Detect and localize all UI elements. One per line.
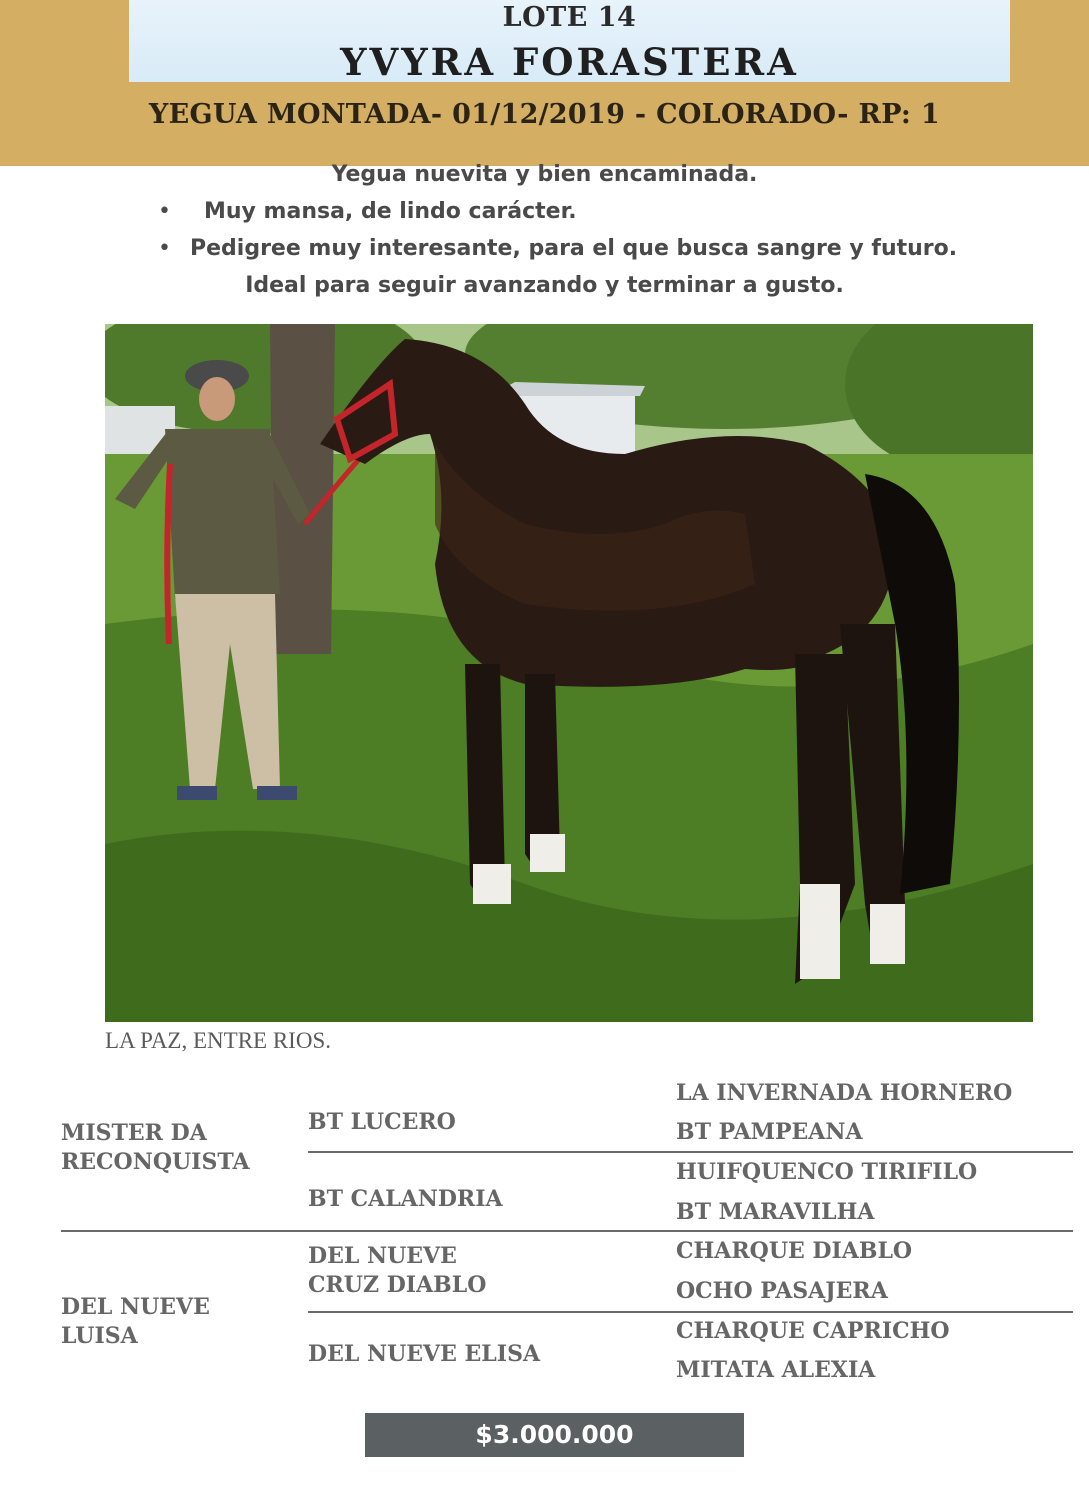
bullet-dot: •: [158, 236, 171, 261]
price-badge: $3.000.000: [365, 1413, 744, 1457]
horse-name: YVYRA FORASTERA: [340, 40, 799, 84]
pedigree-sire-dam: BT CALANDRIA: [308, 1186, 503, 1212]
pedigree-dam-sire: DEL NUEVE CRUZ DIABLO: [308, 1243, 487, 1298]
pedigree-sire-dam-dam: BT MARAVILHA: [676, 1199, 875, 1225]
horse-photo: [105, 324, 1033, 1022]
pedigree-dam-sire-sire: CHARQUE DIABLO: [676, 1238, 913, 1264]
pedigree-divider: [61, 1230, 1073, 1232]
pedigree-sire-sire-dam: BT PAMPEANA: [676, 1119, 863, 1145]
pedigree-sire-dam-sire: HUIFQUENCO TIRIFILO: [676, 1159, 978, 1185]
title-box: [129, 0, 1010, 82]
bullet-dot: •: [158, 199, 171, 224]
pedigree-divider: [308, 1311, 1073, 1313]
pedigree-dam-sire-dam: OCHO PASAJERA: [676, 1278, 888, 1304]
description-line: Yegua nuevita y bien encaminada.: [331, 162, 758, 187]
pedigree-dam-dam-dam: MITATA ALEXIA: [676, 1357, 876, 1383]
pedigree-dam: DEL NUEVE LUISA: [61, 1294, 210, 1349]
pedigree-dam-dam-sire: CHARQUE CAPRICHO: [676, 1318, 950, 1344]
pedigree-sire-sire-sire: LA INVERNADA HORNERO: [676, 1080, 1013, 1106]
pedigree-sire: MISTER DA RECONQUISTA: [61, 1120, 250, 1175]
description-bullet: Muy mansa, de lindo carácter.: [204, 199, 577, 224]
pedigree-divider: [308, 1151, 1073, 1153]
location-caption: LA PAZ, ENTRE RIOS.: [105, 1028, 331, 1053]
lot-number: LOTE 14: [502, 2, 637, 33]
horse-details: YEGUA MONTADA- 01/12/2019 - COLORADO- RP: 1: [149, 99, 940, 130]
description-bullet: Pedigree muy interesante, para el que busca sangre y futuro.: [190, 236, 958, 261]
pedigree-sire-sire: BT LUCERO: [308, 1109, 456, 1135]
pedigree-dam-dam: DEL NUEVE ELISA: [308, 1341, 541, 1367]
description-line: Ideal para seguir avanzando y terminar a gusto.: [245, 273, 844, 298]
